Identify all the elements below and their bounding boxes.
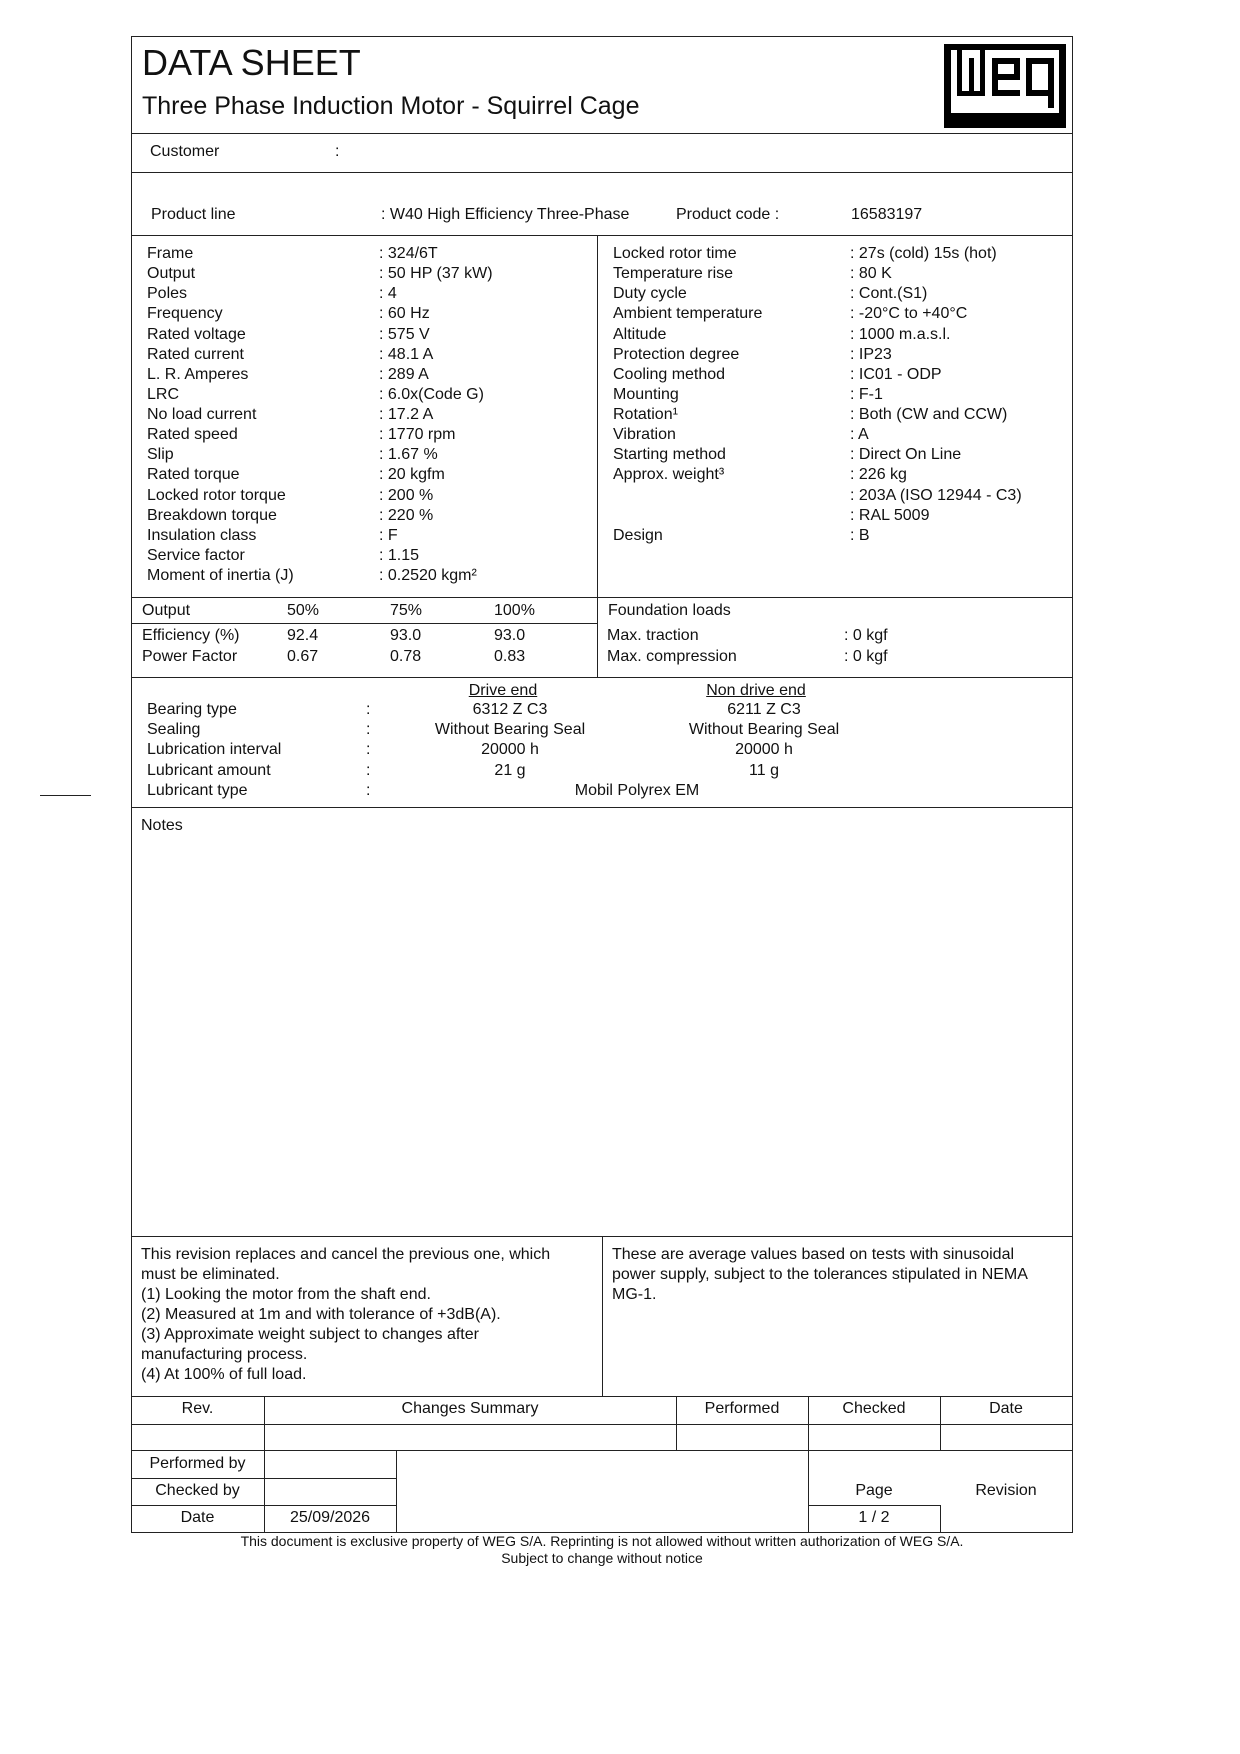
- spec-value: : A: [850, 426, 869, 443]
- perf-cell: Efficiency (%): [142, 627, 240, 644]
- perf-cell: 93.0: [494, 627, 526, 644]
- bearing-de: 21 g: [494, 762, 526, 779]
- spec-value: : 1000 m.a.s.l.: [850, 326, 951, 343]
- spec-value: : 203A (ISO 12944 - C3): [850, 487, 1022, 504]
- perf-header: Output: [142, 602, 191, 619]
- spec-label: Rated torque: [147, 466, 240, 483]
- foundation-value: : 0 kgf: [844, 648, 888, 665]
- spec-label: Breakdown torque: [147, 507, 277, 524]
- spec-value: : 20 kgfm: [379, 466, 445, 483]
- spec-value: : IP23: [850, 346, 892, 363]
- perf-cell: 0.83: [494, 648, 526, 665]
- divider: [131, 1396, 1073, 1397]
- spec-label: Rotation¹: [613, 406, 678, 423]
- bearing-nde: 20000 h: [735, 741, 793, 758]
- spec-value: : 17.2 A: [379, 406, 434, 423]
- page-label: Page: [855, 1482, 893, 1499]
- lubricant-type-value: Mobil Polyrex EM: [574, 782, 700, 799]
- footer-notice: This document is exclusive property of WEG S/A. Reprinting is not allowed without written authorization of WEG S/A.: [240, 1533, 964, 1549]
- spec-label: Vibration: [613, 426, 676, 443]
- divider: [131, 597, 1073, 598]
- spec-value: : B: [850, 527, 870, 544]
- product-line-value: : W40 High Efficiency Three-Phase: [381, 206, 630, 223]
- lubricant-type-colon: :: [366, 782, 371, 799]
- spec-value: : Direct On Line: [850, 446, 962, 463]
- border-left: [131, 36, 132, 1533]
- spec-value: : 575 V: [379, 326, 430, 343]
- spec-label: Insulation class: [147, 527, 257, 544]
- spec-label: Locked rotor time: [613, 245, 737, 262]
- footnote-line: (4) At 100% of full load.: [141, 1366, 307, 1383]
- page-subtitle: Three Phase Induction Motor - Squirrel Cage: [142, 92, 640, 120]
- spec-value: : 60 Hz: [379, 305, 430, 322]
- footnote-line: power supply, subject to the tolerances stipulated in NEMA: [612, 1266, 1028, 1283]
- spec-value: : 1.67 %: [379, 446, 438, 463]
- spec-label: Output: [147, 265, 196, 282]
- divider: [131, 623, 597, 624]
- spec-value: : -20°C to +40°C: [850, 305, 968, 322]
- bearing-nde: 11 g: [749, 762, 779, 779]
- bearing-colon: :: [366, 741, 371, 758]
- footnote-line: (1) Looking the motor from the shaft end.: [141, 1286, 431, 1303]
- divider: [131, 133, 1073, 134]
- bearing-colon: :: [366, 721, 371, 738]
- border-right: [1072, 36, 1073, 1533]
- perf-cell: 0.67: [287, 648, 319, 665]
- divider: [131, 1424, 1073, 1425]
- footnote-line: These are average values based on tests with sinusoidal: [612, 1246, 1015, 1263]
- divider: [131, 807, 1073, 808]
- bearing-nde: Without Bearing Seal: [688, 721, 840, 738]
- rev-header: Changes Summary: [401, 1400, 539, 1417]
- perf-cell: Power Factor: [142, 648, 238, 665]
- spec-value: : 200 %: [379, 487, 434, 504]
- spec-value: : 4: [379, 285, 397, 302]
- divider: [396, 1450, 397, 1533]
- divider: [131, 1450, 1073, 1451]
- spec-label: Starting method: [613, 446, 726, 463]
- spec-value: : 324/6T: [379, 245, 438, 262]
- bearing-label: Bearing type: [147, 701, 237, 718]
- bearing-label: Lubrication interval: [147, 741, 282, 758]
- divider: [808, 1505, 940, 1506]
- product-line-label: Product line: [151, 206, 236, 223]
- spec-label: Rated current: [147, 346, 244, 363]
- performed-by-label: Performed by: [149, 1455, 246, 1472]
- customer-colon: :: [335, 143, 340, 160]
- spec-value: : 0.2520 kgm²: [379, 567, 477, 584]
- customer-label: Customer: [150, 143, 220, 160]
- foundation-label: Max. traction: [607, 627, 699, 644]
- divider: [597, 235, 598, 677]
- foundation-title: Foundation loads: [608, 602, 731, 619]
- spec-label: Rated speed: [147, 426, 238, 443]
- non-drive-end-heading: Non drive end: [706, 682, 806, 699]
- bearing-de: 20000 h: [481, 741, 539, 758]
- spec-label: Poles: [147, 285, 188, 302]
- date-value: 25/09/2026: [289, 1509, 371, 1526]
- rev-header: Performed: [704, 1400, 780, 1417]
- spec-value: : 220 %: [379, 507, 434, 524]
- spec-label: Service factor: [147, 547, 245, 564]
- spec-value: : F: [379, 527, 398, 544]
- perf-cell: 93.0: [390, 627, 422, 644]
- bearing-de: 6312 Z C3: [472, 701, 548, 718]
- foundation-label: Max. compression: [607, 648, 737, 665]
- divider: [940, 1505, 941, 1533]
- bearing-nde: 6211 Z C3: [727, 701, 801, 718]
- rev-header: Rev.: [181, 1400, 214, 1417]
- divider: [131, 172, 1073, 173]
- page-value: 1 / 2: [858, 1509, 890, 1526]
- bearing-de: Without Bearing Seal: [434, 721, 586, 738]
- margin-mark: [40, 795, 91, 796]
- spec-value: : 1.15: [379, 547, 420, 564]
- footnote-line: (3) Approximate weight subject to changes after: [141, 1326, 479, 1343]
- spec-label: Duty cycle: [613, 285, 687, 302]
- spec-value: : 6.0x(Code G): [379, 386, 484, 403]
- rev-header: Checked: [842, 1400, 906, 1417]
- revision-label: Revision: [975, 1482, 1037, 1499]
- footnote-line: must be eliminated.: [141, 1266, 280, 1283]
- divider: [131, 235, 1073, 236]
- spec-label: Frequency: [147, 305, 223, 322]
- spec-label: Design: [613, 527, 663, 544]
- spec-value: : IC01 - ODP: [850, 366, 942, 383]
- bearing-colon: :: [366, 701, 371, 718]
- border-top: [131, 36, 1073, 37]
- spec-label: Mounting: [613, 386, 679, 403]
- spec-value: : 80 K: [850, 265, 892, 282]
- weg-logo: [944, 44, 1066, 128]
- spec-label: Cooling method: [613, 366, 726, 383]
- footer-subject: Subject to change without notice: [501, 1550, 703, 1566]
- spec-value: : 48.1 A: [379, 346, 434, 363]
- spec-label: Frame: [147, 245, 194, 262]
- spec-label: Rated voltage: [147, 326, 246, 343]
- notes-title: Notes: [141, 817, 183, 834]
- footnote-line: (2) Measured at 1m and with tolerance of +3dB(A).: [141, 1306, 501, 1323]
- spec-value: : Both (CW and CCW): [850, 406, 1008, 423]
- drive-end-heading: Drive end: [468, 682, 538, 699]
- footnote-line: MG-1.: [612, 1286, 657, 1303]
- spec-value: : 289 A: [379, 366, 429, 383]
- product-code-value: 16583197: [851, 206, 923, 223]
- checked-by-label: Checked by: [155, 1482, 240, 1499]
- spec-value: : RAL 5009: [850, 507, 930, 524]
- bearing-label: Lubricant amount: [147, 762, 271, 779]
- spec-label: LRC: [147, 386, 180, 403]
- foundation-value: : 0 kgf: [844, 627, 888, 644]
- footnote-line: This revision replaces and cancel the previous one, which: [141, 1246, 551, 1263]
- spec-label: Locked rotor torque: [147, 487, 286, 504]
- bearing-label: Sealing: [147, 721, 201, 738]
- spec-label: No load current: [147, 406, 257, 423]
- perf-header: 75%: [390, 602, 423, 619]
- product-code-label: Product code :: [676, 206, 780, 223]
- spec-value: : 226 kg: [850, 466, 907, 483]
- spec-label: Approx. weight³: [613, 466, 725, 483]
- spec-value: : Cont.(S1): [850, 285, 928, 302]
- spec-label: Protection degree: [613, 346, 740, 363]
- spec-label: Moment of inertia (J): [147, 567, 294, 584]
- spec-label: Slip: [147, 446, 174, 463]
- perf-cell: 92.4: [287, 627, 319, 644]
- spec-value: : 50 HP (37 kW): [379, 265, 493, 282]
- divider: [131, 677, 1073, 678]
- date-label: Date: [180, 1509, 215, 1526]
- spec-value: : 27s (cold) 15s (hot): [850, 245, 997, 262]
- spec-label: Ambient temperature: [613, 305, 763, 322]
- spec-value: : F-1: [850, 386, 883, 403]
- spec-label: L. R. Amperes: [147, 366, 249, 383]
- perf-header: 100%: [494, 602, 535, 619]
- divider: [602, 1236, 603, 1396]
- spec-label: Altitude: [613, 326, 667, 343]
- spec-label: Temperature rise: [613, 265, 734, 282]
- rev-header: Date: [989, 1400, 1023, 1417]
- page-title: DATA SHEET: [142, 42, 361, 83]
- spec-value: : 1770 rpm: [379, 426, 456, 443]
- footnote-line: manufacturing process.: [141, 1346, 308, 1363]
- lubricant-type-label: Lubricant type: [147, 782, 248, 799]
- bearing-colon: :: [366, 762, 371, 779]
- perf-header: 50%: [287, 602, 320, 619]
- perf-cell: 0.78: [390, 648, 422, 665]
